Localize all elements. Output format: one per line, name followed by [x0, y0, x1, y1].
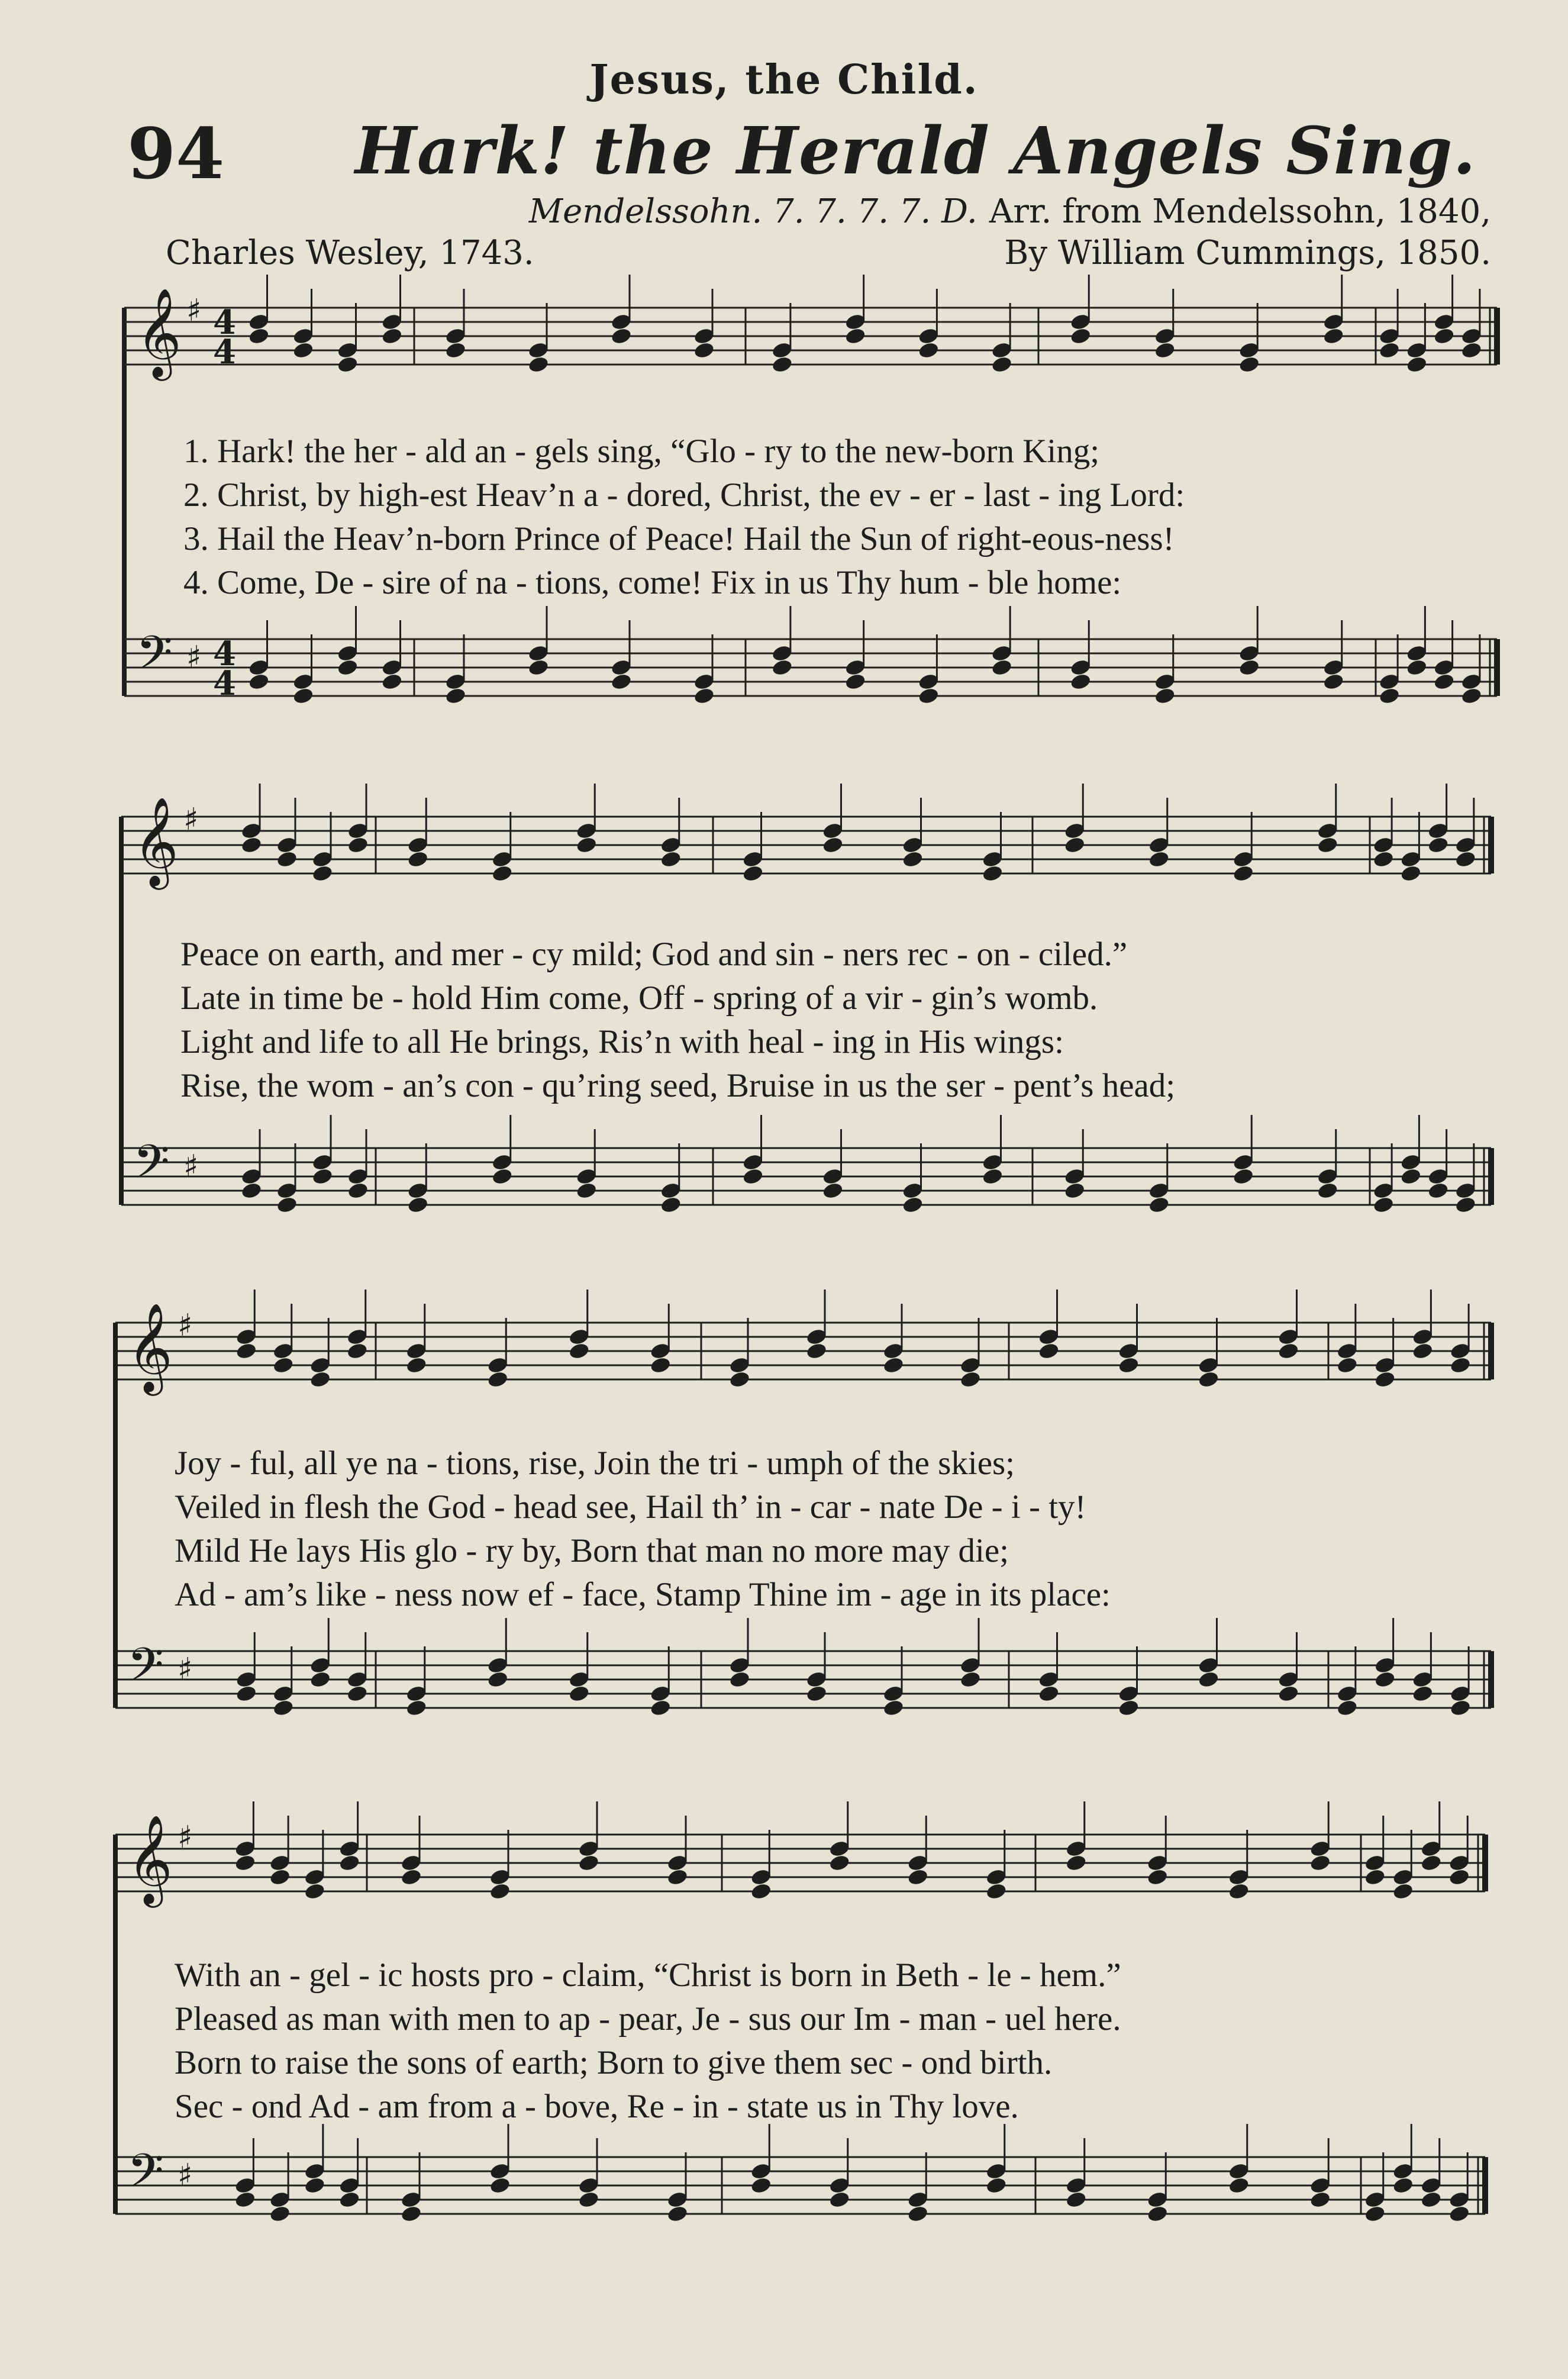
note-head [1433, 327, 1456, 346]
lyric-line [175, 2087, 1467, 2126]
note-head [1198, 1670, 1220, 1689]
note-head [1277, 1342, 1300, 1361]
note-head [805, 1684, 828, 1703]
note-head [906, 2204, 929, 2223]
note-head [1427, 1181, 1450, 1200]
lyric-line [175, 1575, 1473, 1614]
note-head [1277, 1684, 1300, 1703]
note-head [575, 1181, 598, 1200]
bass-clef: 𝄢 [136, 626, 173, 692]
note-head [985, 2176, 1008, 2195]
note-head [240, 1181, 263, 1200]
note-head [959, 1370, 982, 1389]
note-head [346, 1684, 369, 1703]
note-head [1336, 1698, 1359, 1717]
section-title: Jesus, the Child. [589, 56, 979, 104]
note-head [1372, 850, 1395, 869]
note-head [1317, 836, 1339, 855]
note-head [405, 1698, 428, 1717]
lyric-line [175, 1532, 1473, 1570]
note-head [248, 327, 270, 346]
note-head [1364, 2204, 1386, 2223]
lyric-text: Pleased as man with men to ap - pear, Je - sus our Im - man - uel here. [175, 2000, 1121, 2038]
note-head [1065, 1853, 1088, 1872]
arranger-credit: By William Cummings, 1850. [1004, 234, 1491, 272]
lyric-line [183, 432, 1479, 470]
note-head [1400, 864, 1422, 883]
note-head [444, 341, 467, 360]
note-head [406, 1195, 429, 1214]
note-head [1118, 1356, 1140, 1375]
note-head [1454, 850, 1477, 869]
note-head [1406, 658, 1428, 677]
note-head [1448, 2204, 1470, 2223]
note-head [660, 1195, 682, 1214]
note-head [1238, 658, 1260, 677]
note-head [1154, 341, 1176, 360]
note-head [248, 672, 270, 691]
note-head [272, 1356, 295, 1375]
note-head [276, 1195, 298, 1214]
note-head [575, 836, 598, 855]
note-head [527, 658, 550, 677]
lyric-text: With an - gel - ic hosts pro - claim, “Christ is born in Beth - le - hem.” [175, 1956, 1121, 1994]
author-credit: Charles Wesley, 1743. [166, 234, 534, 272]
note-head [959, 1670, 982, 1689]
note-head [844, 672, 867, 691]
note-head [269, 2204, 291, 2223]
note-head [742, 1167, 764, 1186]
note-head [1198, 1370, 1220, 1389]
note-head [771, 355, 793, 374]
note-head [1069, 672, 1092, 691]
bass-clef: 𝄢 [127, 1637, 164, 1704]
lyric-line [180, 1066, 1473, 1105]
note-head [1449, 1356, 1472, 1375]
note-head [491, 864, 514, 883]
note-head [235, 1684, 257, 1703]
key-signature-sharp: ♯ [183, 802, 199, 837]
note-head [272, 1698, 295, 1717]
note-head [982, 864, 1004, 883]
note-head [1378, 686, 1401, 705]
note-head [235, 1342, 257, 1361]
lyric-line [175, 2043, 1467, 2082]
note-head [1378, 341, 1401, 360]
note-head [577, 1853, 600, 1872]
note-head [276, 850, 298, 869]
note-head [1146, 2204, 1169, 2223]
lyric-text: 4. Come, De - sire of na - tions, come! Fix in us Thy hum - ble home: [183, 564, 1122, 601]
lyric-line [180, 1023, 1473, 1061]
note-head [902, 1195, 924, 1214]
note-head [1038, 1684, 1060, 1703]
note-head [1460, 686, 1483, 705]
lyric-line [180, 979, 1473, 1017]
hymn-title: Hark! the Herald Angels Sing. [355, 112, 1476, 189]
note-head [1148, 850, 1170, 869]
note-head [568, 1342, 591, 1361]
note-head [489, 1882, 511, 1901]
note-head [1412, 1342, 1434, 1361]
lyric-text: 1. Hark! the her - ald an - gels sing, “Glo - ry to the new-born King; [183, 433, 1100, 470]
note-head [311, 864, 334, 883]
note-head [304, 2176, 326, 2195]
note-head [1228, 2176, 1250, 2195]
key-signature-sharp: ♯ [186, 293, 202, 328]
note-head [269, 1868, 291, 1887]
time-signature-top: 4 [213, 303, 236, 342]
note-head [1412, 1684, 1434, 1703]
note-head [1449, 1698, 1472, 1717]
key-signature-sharp: ♯ [183, 1149, 199, 1184]
note-head [991, 658, 1013, 677]
note-head [240, 836, 263, 855]
note-head [918, 686, 940, 705]
note-head [1406, 355, 1428, 374]
note-head [610, 327, 633, 346]
lyric-text: Ad - am’s like - ness now ef - face, Stamp Thine im - age in its place: [175, 1576, 1111, 1613]
treble-clef: 𝄞 [136, 287, 182, 377]
note-head [1238, 355, 1260, 374]
note-head [728, 1670, 751, 1689]
note-head [666, 2204, 689, 2223]
lyric-line [175, 2000, 1467, 2038]
note-head [486, 1370, 509, 1389]
time-signature-bottom: 4 [213, 664, 236, 703]
note-head [1374, 1670, 1396, 1689]
note-head [1372, 1195, 1395, 1214]
note-head [1148, 1195, 1170, 1214]
note-head [828, 2190, 851, 2209]
note-head [750, 1882, 772, 1901]
note-head [649, 1698, 672, 1717]
note-head [309, 1670, 331, 1689]
note-head [822, 1181, 844, 1200]
note-head [527, 355, 550, 374]
note-head [918, 341, 940, 360]
note-head [1392, 1882, 1414, 1901]
note-head [902, 850, 924, 869]
note-head [338, 1853, 361, 1872]
time-signature-top: 4 [213, 634, 236, 673]
bass-clef: 𝄢 [127, 2143, 164, 2210]
lyric-text: Veiled in flesh the God - head see, Hail th’ in - car - nate De - i - ty! [175, 1488, 1086, 1526]
hymn-number: 94 [127, 112, 225, 195]
note-head [489, 2176, 511, 2195]
note-head [985, 1882, 1008, 1901]
note-head [338, 2190, 361, 2209]
note-head [1392, 2176, 1414, 2195]
note-head [400, 1868, 422, 1887]
lyric-text: Mild He lays His glo - ry by, Born that man no more may die; [175, 1532, 1009, 1569]
note-head [1065, 2190, 1088, 2209]
note-head [309, 1370, 331, 1389]
note-head [486, 1670, 509, 1689]
note-head [400, 2204, 422, 2223]
note-head [1420, 2190, 1443, 2209]
lyric-text: Late in time be - hold Him come, Off - spring of a vir - gin’s womb. [180, 979, 1098, 1017]
note-head [381, 672, 404, 691]
treble-clef: 𝄞 [127, 1302, 173, 1392]
note-head [491, 1167, 514, 1186]
note-head [882, 1356, 905, 1375]
note-head [828, 1853, 851, 1872]
lyric-line [180, 935, 1473, 973]
note-head [1427, 836, 1450, 855]
note-head [405, 1356, 428, 1375]
note-head [1317, 1181, 1339, 1200]
note-head [577, 2190, 600, 2209]
key-signature-sharp: ♯ [178, 1652, 193, 1687]
lyric-line [183, 476, 1479, 514]
note-head [1063, 836, 1086, 855]
note-head [982, 1167, 1004, 1186]
note-head [1454, 1195, 1477, 1214]
note-head [693, 686, 715, 705]
lyric-text: Born to raise the sons of earth; Born to give them sec - ond birth. [175, 2044, 1053, 2081]
note-head [1322, 327, 1345, 346]
note-head [1448, 1868, 1470, 1887]
note-head [1322, 672, 1345, 691]
lyric-text: Light and life to all He brings, Ris’n with heal - ing in His wings: [180, 1023, 1064, 1060]
key-signature-sharp: ♯ [178, 2158, 193, 2193]
note-head [610, 672, 633, 691]
lyric-line [183, 520, 1479, 558]
note-head [666, 1868, 689, 1887]
lyric-text: Joy - ful, all ye na - tions, rise, Join the tri - umph of the skies; [175, 1445, 1015, 1482]
note-head [1228, 1882, 1250, 1901]
lyric-line [183, 563, 1479, 602]
treble-clef: 𝄞 [127, 1814, 173, 1904]
key-signature-sharp: ♯ [178, 1820, 193, 1855]
note-head [337, 658, 359, 677]
note-head [805, 1342, 828, 1361]
note-head [568, 1684, 591, 1703]
note-head [822, 836, 844, 855]
note-head [991, 355, 1013, 374]
lyric-text: Rise, the wom - an’s con - qu’ring seed, Bruise in us the ser - pent’s head; [180, 1067, 1176, 1104]
lyric-text: 3. Hail the Heav’n-born Prince of Peace! Hail the Sun of right-eous-ness! [183, 520, 1175, 557]
note-head [771, 658, 793, 677]
note-head [1069, 327, 1092, 346]
lyric-line [175, 1956, 1467, 1994]
note-head [234, 1853, 257, 1872]
note-head [906, 1868, 929, 1887]
lyric-text: Sec - ond Ad - am from a - bove, Re - in - state us in Thy love. [175, 2088, 1019, 2125]
treble-clef: 𝄞 [133, 796, 179, 886]
bass-clef: 𝄢 [133, 1134, 170, 1201]
note-head [311, 1167, 334, 1186]
note-head [1118, 1698, 1140, 1717]
note-head [1063, 1181, 1086, 1200]
note-head [381, 327, 404, 346]
note-head [347, 836, 369, 855]
key-signature-sharp: ♯ [178, 1308, 193, 1343]
note-head [444, 686, 467, 705]
note-head [1420, 1853, 1443, 1872]
tune-name: Mendelssohn. 7. 7. 7. 7. D. [528, 192, 977, 231]
note-head [742, 864, 764, 883]
note-head [1232, 864, 1254, 883]
note-head [728, 1370, 751, 1389]
note-head [292, 341, 315, 360]
note-head [1038, 1342, 1060, 1361]
note-head [1232, 1167, 1254, 1186]
lyric-text: 2. Christ, by high-est Heav’n a - dored, Christ, the ev - er - last - ing Lord: [183, 476, 1185, 514]
note-head [234, 2190, 257, 2209]
note-head [1336, 1356, 1359, 1375]
time-signature-bottom: 4 [213, 333, 236, 372]
note-head [1433, 672, 1456, 691]
note-head [750, 2176, 772, 2195]
key-signature-sharp: ♯ [186, 640, 202, 675]
note-head [347, 1181, 369, 1200]
note-head [1400, 1167, 1422, 1186]
note-head [649, 1356, 672, 1375]
note-head [304, 1882, 326, 1901]
note-head [1460, 341, 1483, 360]
note-head [346, 1342, 369, 1361]
note-head [1374, 1370, 1396, 1389]
note-head [844, 327, 867, 346]
lyric-text: Peace on earth, and mer - cy mild; God and sin - ners rec - on - ciled.” [180, 936, 1128, 973]
note-head [292, 686, 315, 705]
note-head [1364, 1868, 1386, 1887]
lyric-line [175, 1488, 1473, 1526]
note-head [660, 850, 682, 869]
note-head [1309, 1853, 1331, 1872]
note-head [1154, 686, 1176, 705]
note-head [1146, 1868, 1169, 1887]
note-head [406, 850, 429, 869]
note-head [693, 341, 715, 360]
arrangement: Arr. from Mendelssohn, 1840, [989, 192, 1491, 231]
note-head [1309, 2190, 1331, 2209]
note-head [882, 1698, 905, 1717]
lyric-line [175, 1444, 1473, 1482]
note-head [337, 355, 359, 374]
